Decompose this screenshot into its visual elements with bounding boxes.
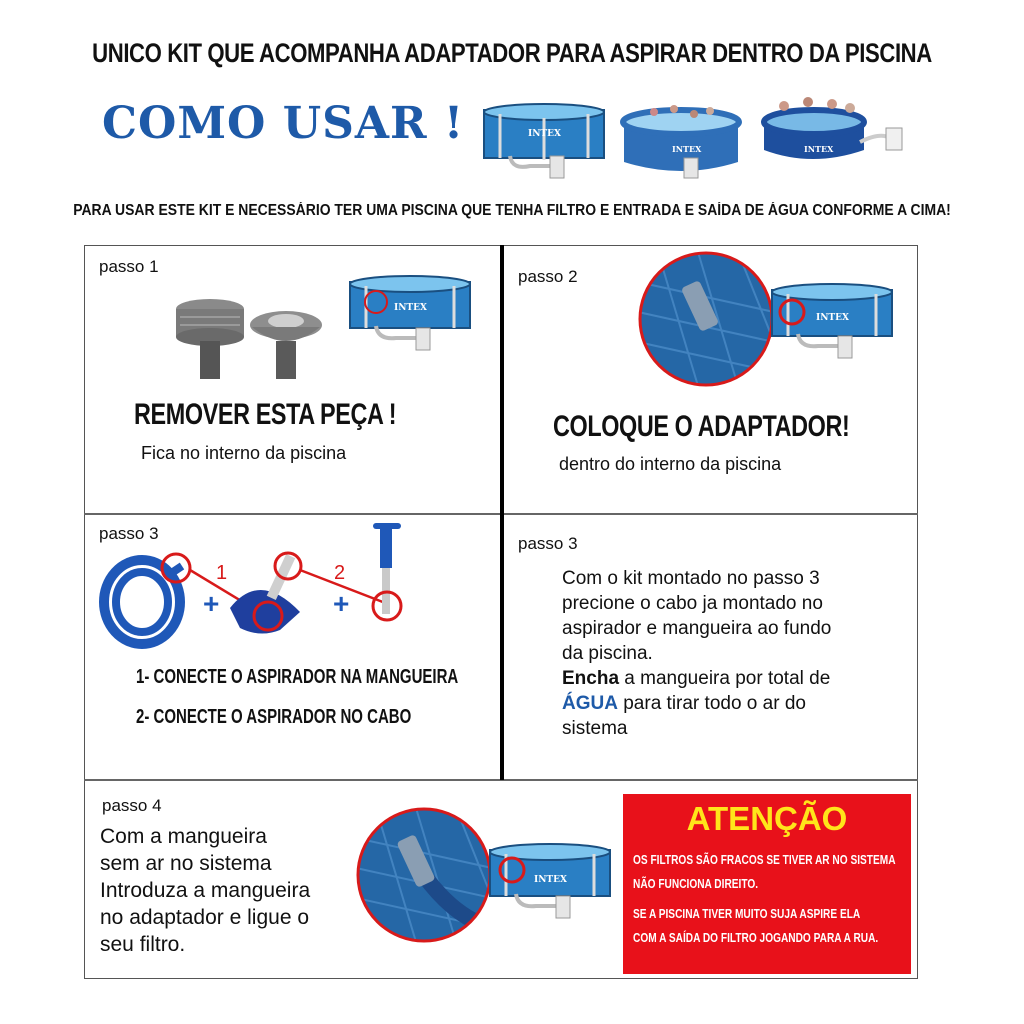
- como-usar-heading: COMO USAR !: [102, 98, 465, 149]
- page-title: UNICO KIT QUE ACOMPANHA ADAPTADOR PARA ASPIRAR DENTRO DA PISCINA: [92, 38, 932, 68]
- agua-word: ÁGUA: [562, 693, 618, 714]
- connector-marker-2: 2: [334, 562, 346, 584]
- intex-logo: INTEX: [804, 144, 834, 154]
- encha-word: Encha: [562, 668, 620, 689]
- body-line: da piscina.: [562, 643, 653, 664]
- step-label: passo 1: [99, 257, 159, 276]
- attention-line: COM A SAÍDA DO FILTRO JOGANDO PARA A RUA.: [633, 930, 879, 945]
- panel1-subtext: Fica no interno da piscina: [141, 443, 347, 463]
- panel2-subtext: dentro do interno da piscina: [559, 454, 782, 474]
- intex-logo: INTEX: [672, 144, 702, 154]
- attention-box: [623, 794, 911, 974]
- step-label: passo 3: [99, 524, 159, 543]
- instruction-2: 2- CONECTE O ASPIRADOR NO CABO: [136, 706, 412, 728]
- attention-line: SE A PISCINA TIVER MUITO SUJA ASPIRE ELA: [633, 906, 861, 921]
- body-line: aspirador e mangueira ao fundo: [562, 618, 832, 639]
- pool-image: [346, 270, 476, 352]
- pool-image-3: [760, 92, 910, 172]
- panel4-body: [562, 566, 831, 741]
- intex-logo: INTEX: [534, 875, 567, 885]
- body-line: Com o kit montado no passo 3: [562, 568, 820, 589]
- body-line: no adaptador e ligue o: [100, 906, 310, 929]
- body-line: [562, 666, 831, 691]
- body-line: seu filtro.: [100, 933, 186, 956]
- kit-assembly-diagram: [100, 520, 430, 660]
- body-line: sistema: [562, 718, 628, 739]
- pool-image: [768, 278, 898, 360]
- plus-sign: +: [333, 588, 350, 619]
- panel5-body: [100, 823, 310, 958]
- requirement-text: PARA USAR ESTE KIT E NECESSÁRIO TER UMA PISCINA QUE TENHA FILTRO E ENTRADA E SAÍDA DE ÁGUA CONFORME A CIMA!: [73, 202, 951, 219]
- body-line: [562, 691, 831, 716]
- body-line: Com a mangueira: [100, 825, 267, 848]
- body-line: sem ar no sistema: [100, 852, 272, 875]
- pool-image: [486, 838, 616, 920]
- adapter-part-image: [172, 295, 332, 385]
- intex-logo: INTEX: [394, 303, 427, 313]
- step-label: passo 3: [518, 534, 578, 553]
- adapter-closeup-image: [638, 252, 774, 386]
- body-line-rest: para tirar todo o ar do: [617, 693, 806, 714]
- body-line: precione o cabo ja montado no: [562, 593, 823, 614]
- intex-logo: INTEX: [528, 129, 561, 139]
- panel2-heading: COLOQUE O ADAPTADOR!: [553, 410, 850, 443]
- hose-adapter-closeup-image: [356, 808, 492, 942]
- attention-title: ATENÇÃO: [686, 800, 848, 837]
- connector-marker-1: 1: [216, 562, 228, 584]
- grid-divider-vertical: [500, 245, 504, 780]
- intex-logo: INTEX: [816, 313, 849, 323]
- step-label: passo 2: [518, 267, 578, 286]
- pool-image-2: [614, 92, 748, 182]
- attention-line: NÃO FUNCIONA DIREITO.: [633, 876, 759, 891]
- body-line: Introduza a mangueira: [100, 879, 311, 902]
- body-line-rest: a mangueira por total de: [619, 668, 831, 689]
- pool-image-1: [480, 100, 610, 180]
- plus-sign: +: [203, 588, 220, 619]
- attention-line: OS FILTROS SÃO FRACOS SE TIVER AR NO SISTEMA: [633, 852, 896, 867]
- step-label: passo 4: [102, 796, 162, 815]
- panel1-heading: REMOVER ESTA PEÇA !: [134, 398, 397, 431]
- instruction-1: 1- CONECTE O ASPIRADOR NA MANGUEIRA: [136, 666, 459, 688]
